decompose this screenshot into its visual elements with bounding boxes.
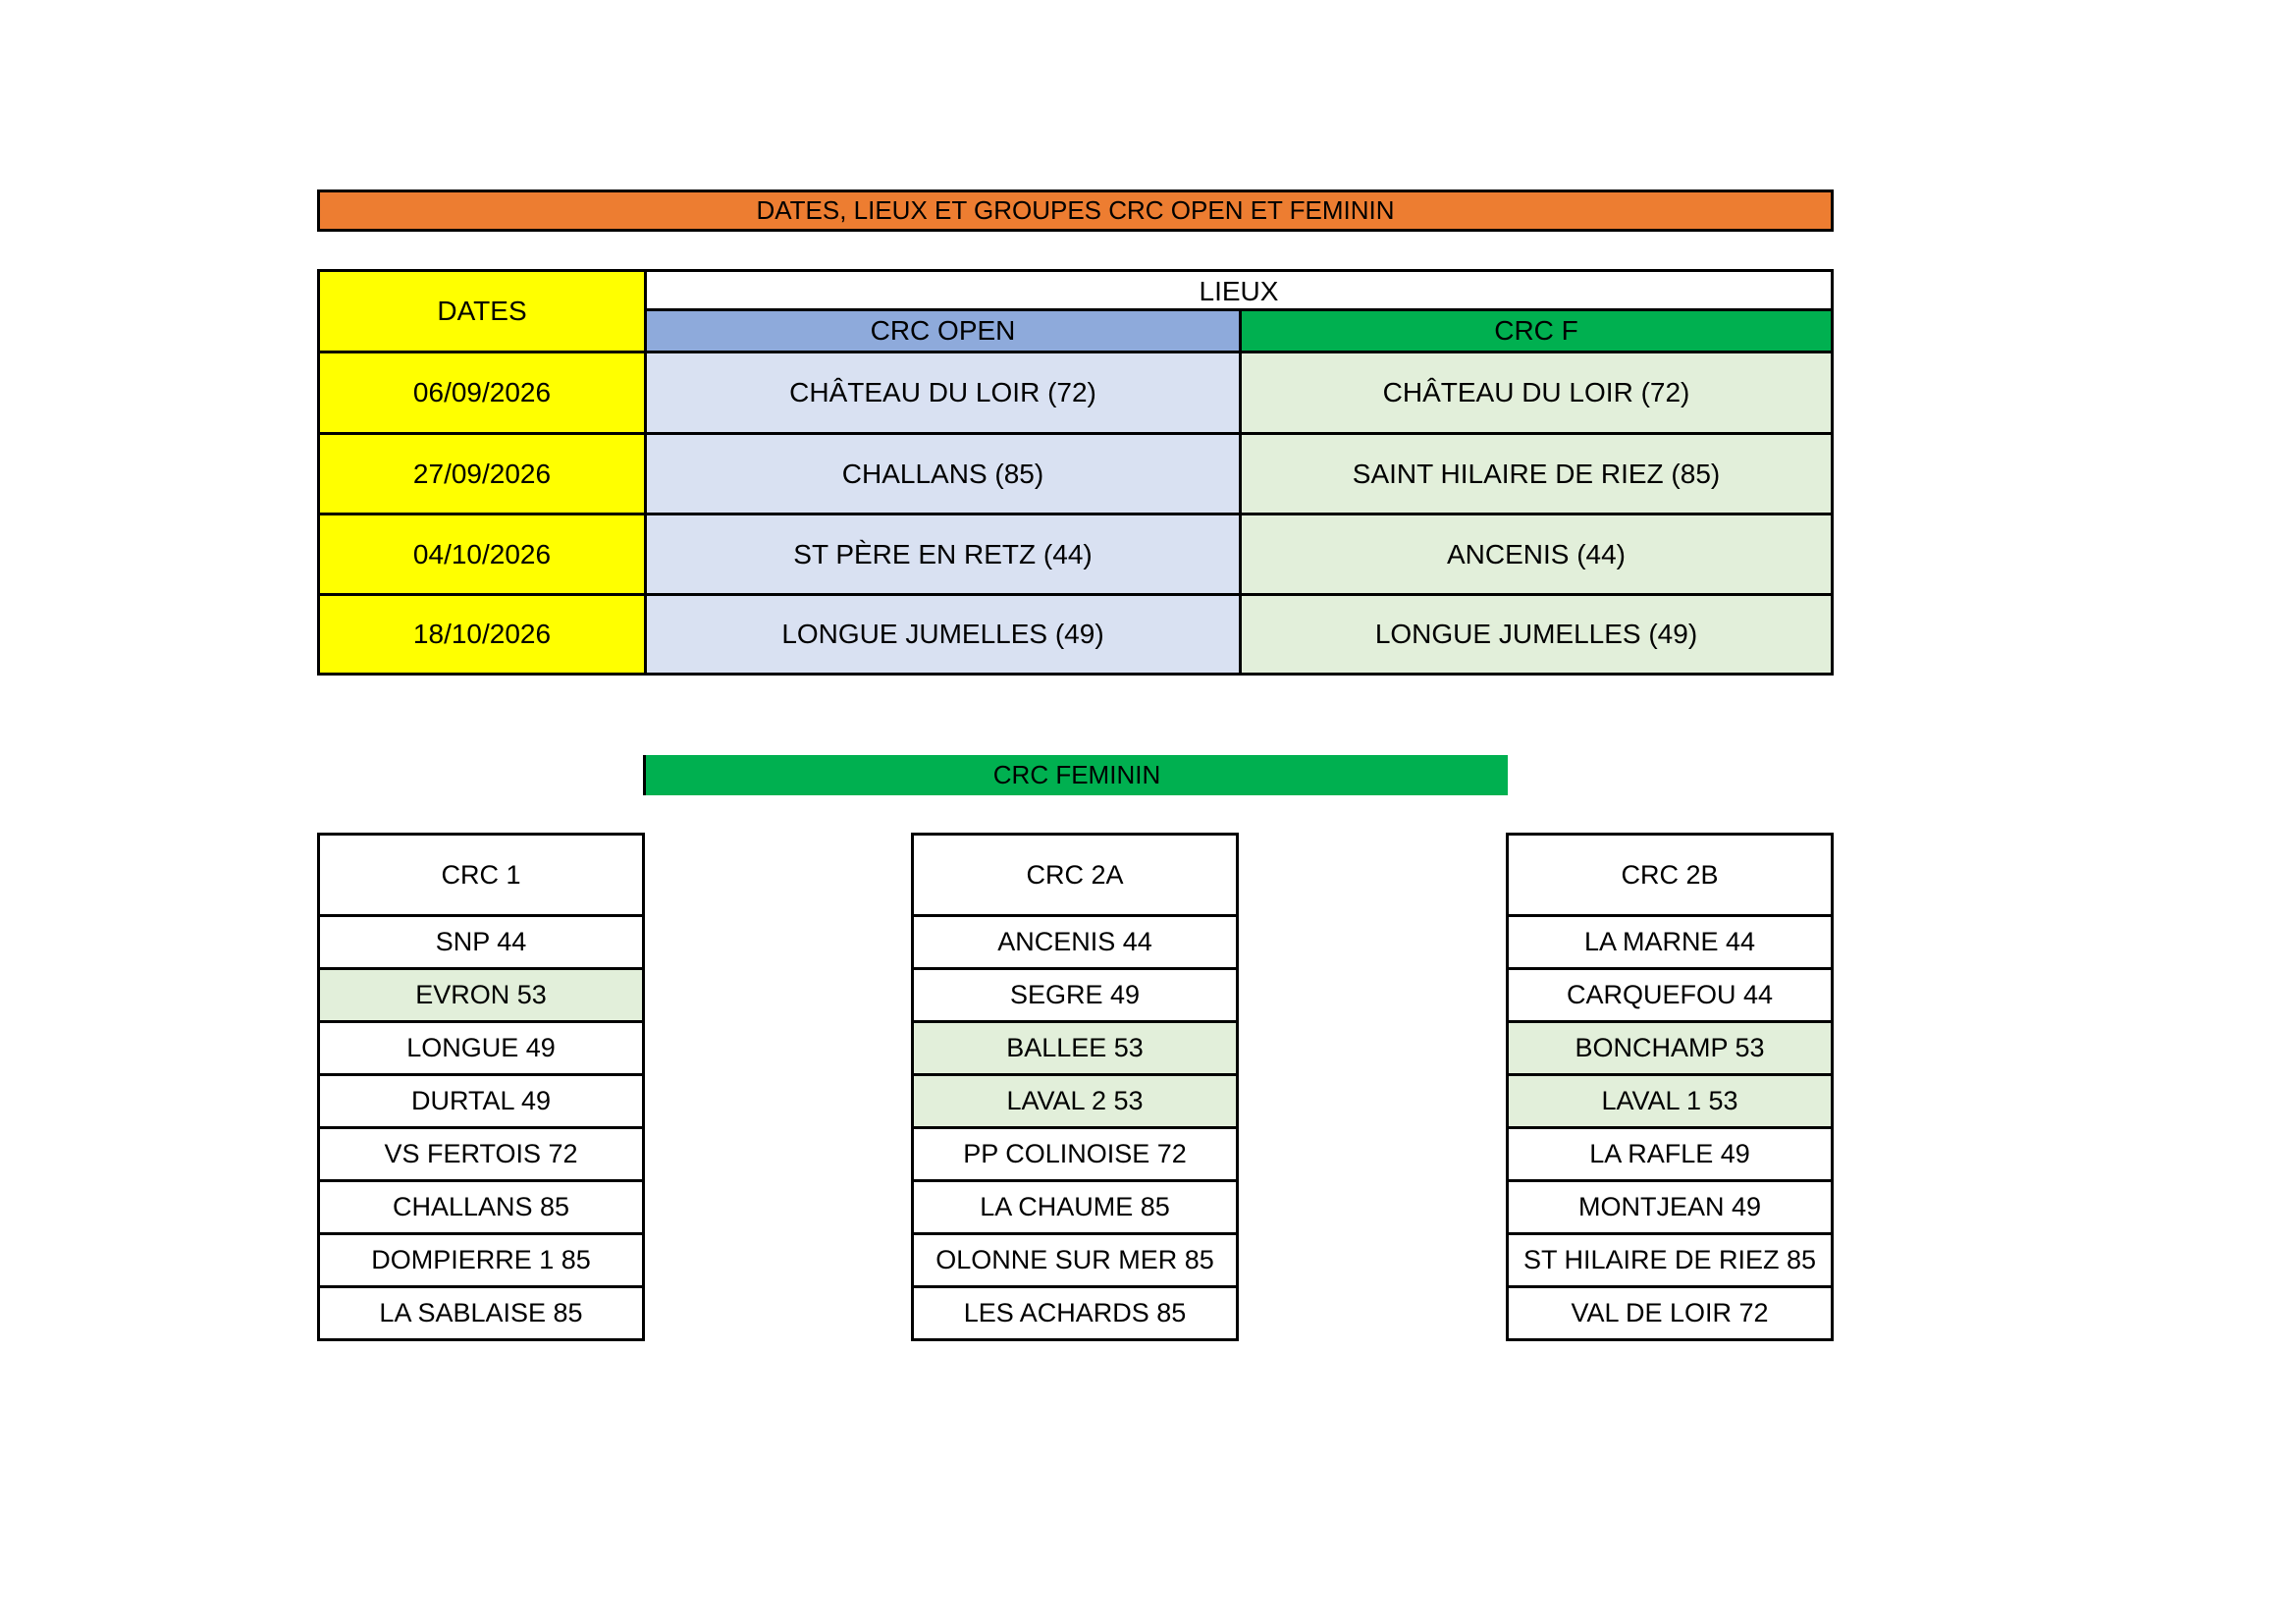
team-row: LA SABLAISE 85: [320, 1285, 642, 1338]
group-table-crc-1: [317, 833, 645, 1341]
crc-open-header: CRC OPEN: [647, 311, 1239, 351]
group-title: CRC 2A: [1026, 859, 1124, 890]
dates-lieux-table: [317, 269, 1834, 676]
dates-header: DATES: [320, 272, 644, 351]
team-row: BALLEE 53: [914, 1020, 1236, 1073]
crc-f-location: SAINT HILAIRE DE RIEZ (85): [1242, 435, 1831, 513]
crc-f-location: CHÂTEAU DU LOIR (72): [1242, 353, 1831, 432]
group-title: CRC 1: [441, 859, 521, 890]
grid-line: [320, 513, 1831, 515]
grid-line: [644, 272, 647, 673]
team-row: LA CHAUME 85: [914, 1179, 1236, 1232]
team-row: CHALLANS 85: [320, 1179, 642, 1232]
team-row: LA MARNE 44: [1509, 914, 1831, 967]
team-row: SEGRE 49: [914, 967, 1236, 1020]
lieux-header: LIEUX: [647, 272, 1831, 311]
group-title: CRC 2B: [1621, 859, 1719, 890]
team-row: BONCHAMP 53: [1509, 1020, 1831, 1073]
crc-open-location: LONGUE JUMELLES (49): [647, 596, 1239, 673]
team-row: LAVAL 2 53: [914, 1073, 1236, 1126]
crc-f-header: CRC F: [1242, 311, 1831, 351]
team-row: EVRON 53: [320, 967, 642, 1020]
group-table-crc-2b: [1506, 833, 1834, 1341]
team-row: LES ACHARDS 85: [914, 1285, 1236, 1338]
team-row: LONGUE 49: [320, 1020, 642, 1073]
grid-line: [1239, 311, 1242, 673]
team-row: LA RAFLE 49: [1509, 1126, 1831, 1179]
team-row: LAVAL 1 53: [1509, 1073, 1831, 1126]
team-row: CARQUEFOU 44: [1509, 967, 1831, 1020]
crc-open-location: CHÂTEAU DU LOIR (72): [647, 353, 1239, 432]
date-cell: 27/09/2026: [320, 435, 644, 513]
team-row: DURTAL 49: [320, 1073, 642, 1126]
crc-feminin-title: CRC FEMININ: [643, 755, 1508, 795]
date-cell: 18/10/2026: [320, 596, 644, 673]
team-row: MONTJEAN 49: [1509, 1179, 1831, 1232]
group-table-crc-2a: [911, 833, 1239, 1341]
grid-line: [320, 432, 1831, 435]
grid-line: [320, 593, 1831, 596]
team-row: OLONNE SUR MER 85: [914, 1232, 1236, 1285]
crc-open-location: ST PÈRE EN RETZ (44): [647, 515, 1239, 593]
page-title: DATES, LIEUX ET GROUPES CRC OPEN ET FEMININ: [317, 189, 1834, 232]
crc-f-location: LONGUE JUMELLES (49): [1242, 596, 1831, 673]
team-row: ANCENIS 44: [914, 914, 1236, 967]
crc-f-location: ANCENIS (44): [1242, 515, 1831, 593]
team-row: SNP 44: [320, 914, 642, 967]
team-row: ST HILAIRE DE RIEZ 85: [1509, 1232, 1831, 1285]
grid-line: [320, 351, 1831, 353]
team-row: VAL DE LOIR 72: [1509, 1285, 1831, 1338]
date-cell: 06/09/2026: [320, 353, 644, 432]
team-row: VS FERTOIS 72: [320, 1126, 642, 1179]
grid-line: [647, 308, 1831, 311]
team-row: DOMPIERRE 1 85: [320, 1232, 642, 1285]
date-cell: 04/10/2026: [320, 515, 644, 593]
crc-open-location: CHALLANS (85): [647, 435, 1239, 513]
team-row: PP COLINOISE 72: [914, 1126, 1236, 1179]
